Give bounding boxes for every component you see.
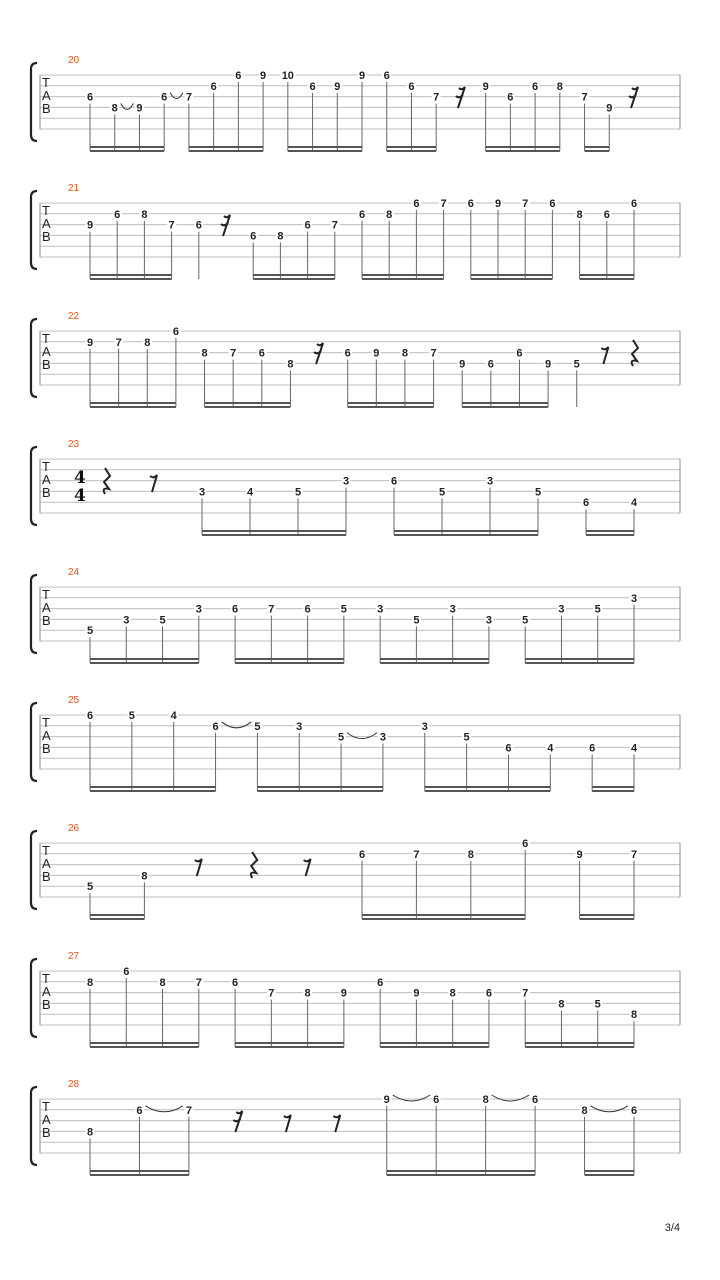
system-bracket bbox=[31, 1087, 37, 1165]
fret-number: 6 bbox=[433, 1094, 440, 1106]
fret-number: 7 bbox=[413, 848, 420, 861]
rest-symbol bbox=[233, 1111, 242, 1132]
fret-number: 9 bbox=[482, 80, 489, 93]
system-bracket bbox=[31, 831, 37, 909]
fret-number: 3 bbox=[342, 475, 350, 488]
fret-number: 6 bbox=[522, 838, 529, 850]
fret-number: 5 bbox=[340, 603, 347, 616]
fret-number: 8 bbox=[467, 848, 474, 861]
rest-symbol bbox=[601, 347, 608, 364]
fret-number: 6 bbox=[86, 710, 94, 722]
measure-number: 21 bbox=[68, 183, 80, 194]
tab-clef-letter-b: B bbox=[42, 741, 51, 756]
fret-number: 8 bbox=[277, 230, 284, 243]
fret-number: 7 bbox=[115, 336, 122, 349]
fret-number: 7 bbox=[430, 347, 437, 360]
tie-arc bbox=[145, 1106, 182, 1112]
fret-number: 6 bbox=[408, 80, 415, 93]
rest-symbol bbox=[333, 1115, 340, 1132]
fret-number: 5 bbox=[128, 710, 135, 722]
tab-clef-letter-b: B bbox=[42, 101, 51, 116]
rest-symbol bbox=[195, 859, 202, 876]
fret-number: 5 bbox=[573, 358, 580, 371]
fret-number: 6 bbox=[589, 742, 596, 755]
fret-number: 10 bbox=[281, 70, 294, 82]
fret-number: 6 bbox=[413, 198, 420, 210]
fret-number: 6 bbox=[390, 475, 398, 488]
fret-number: 6 bbox=[232, 976, 239, 989]
fret-number: 9 bbox=[86, 219, 94, 232]
rest-symbol bbox=[456, 87, 465, 108]
system-bracket bbox=[31, 319, 37, 397]
fret-number: 3 bbox=[630, 592, 638, 605]
measure-number: 20 bbox=[68, 55, 80, 66]
fret-number: 8 bbox=[159, 976, 166, 989]
fret-number: 6 bbox=[630, 198, 638, 210]
tie-arc bbox=[591, 1106, 628, 1112]
fret-number: 9 bbox=[494, 198, 502, 210]
tab-clef-letter-b: B bbox=[42, 869, 51, 884]
fret-number: 7 bbox=[268, 603, 275, 616]
fret-number: 7 bbox=[440, 198, 447, 210]
rest-symbol bbox=[221, 215, 230, 236]
fret-number: 8 bbox=[287, 358, 294, 371]
fret-number: 5 bbox=[438, 486, 446, 499]
fret-number: 6 bbox=[377, 976, 384, 989]
tab-clef-letter-b: B bbox=[42, 357, 51, 372]
fret-number: 7 bbox=[185, 1104, 192, 1117]
time-signature-bottom: 4 bbox=[74, 486, 86, 506]
fret-number: 8 bbox=[111, 102, 118, 115]
fret-number: 9 bbox=[459, 358, 466, 371]
tab-system-27 bbox=[31, 951, 680, 1047]
fret-number: 6 bbox=[344, 347, 351, 360]
tab-clef-letter-b: B bbox=[42, 1125, 51, 1140]
tab-clef-letter-t: T bbox=[42, 203, 50, 218]
fret-number: 3 bbox=[449, 603, 456, 616]
tab-clef-letter-a: A bbox=[42, 1112, 51, 1127]
fret-number: 6 bbox=[603, 208, 610, 221]
tab-clef-letter-b: B bbox=[42, 485, 51, 500]
fret-number: 6 bbox=[232, 603, 239, 616]
fret-number: 6 bbox=[383, 70, 390, 82]
fret-number: 7 bbox=[433, 91, 440, 104]
fret-number: 6 bbox=[212, 720, 219, 733]
fret-number: 9 bbox=[136, 102, 143, 115]
fret-number: 8 bbox=[386, 208, 393, 221]
fret-number: 3 bbox=[123, 614, 130, 627]
fret-number: 5 bbox=[159, 614, 166, 627]
fret-number: 9 bbox=[358, 70, 366, 82]
tie-arc bbox=[492, 1095, 529, 1101]
tab-clef-letter-a: A bbox=[42, 728, 51, 743]
tie-arc bbox=[121, 103, 134, 109]
fret-number: 5 bbox=[254, 720, 261, 733]
fret-number: 5 bbox=[463, 731, 470, 744]
tab-clef-letter-b: B bbox=[42, 229, 51, 244]
fret-number: 5 bbox=[86, 881, 94, 894]
system-bracket bbox=[31, 703, 37, 781]
fret-number: 9 bbox=[373, 347, 380, 360]
measure-number: 28 bbox=[68, 1079, 80, 1090]
fret-number: 7 bbox=[230, 347, 237, 360]
fret-number: 6 bbox=[487, 358, 494, 371]
tab-system-26 bbox=[31, 823, 680, 919]
fret-number: 8 bbox=[141, 870, 148, 883]
tab-system-22 bbox=[31, 311, 680, 407]
fret-number: 6 bbox=[195, 219, 202, 232]
fret-number: 4 bbox=[246, 486, 254, 499]
tab-clef-letter-t: T bbox=[42, 331, 50, 346]
measure-number: 25 bbox=[68, 695, 80, 706]
fret-number: 5 bbox=[413, 614, 420, 627]
fret-number: 6 bbox=[467, 198, 474, 210]
fret-number: 7 bbox=[168, 219, 175, 232]
fret-number: 6 bbox=[358, 208, 366, 221]
rest-symbol bbox=[629, 87, 638, 108]
system-bracket bbox=[31, 447, 37, 525]
fret-number: 8 bbox=[556, 80, 563, 93]
tab-system-20 bbox=[31, 55, 680, 151]
fret-number: 5 bbox=[86, 625, 94, 638]
fret-number: 8 bbox=[558, 998, 565, 1011]
fret-number: 6 bbox=[485, 987, 492, 1000]
fret-number: 6 bbox=[123, 966, 130, 978]
fret-number: 3 bbox=[296, 720, 303, 733]
measure-number: 23 bbox=[68, 439, 80, 450]
tab-clef-letter-a: A bbox=[42, 344, 51, 359]
tab-clef-letter-a: A bbox=[42, 88, 51, 103]
fret-number: 9 bbox=[334, 80, 341, 93]
fret-number: 5 bbox=[522, 614, 529, 627]
time-signature-top: 4 bbox=[74, 468, 86, 488]
page-number: 3/4 bbox=[664, 1222, 680, 1234]
tab-clef-letter-a: A bbox=[42, 984, 51, 999]
tab-clef-letter-a: A bbox=[42, 600, 51, 615]
fret-number: 9 bbox=[576, 848, 583, 861]
fret-number: 9 bbox=[545, 358, 552, 371]
tab-system-23 bbox=[31, 439, 680, 535]
tab-system-21 bbox=[31, 183, 680, 279]
fret-number: 6 bbox=[549, 198, 556, 210]
tie-arc bbox=[222, 722, 252, 728]
tab-clef-letter-t: T bbox=[42, 715, 50, 730]
tab-system-25 bbox=[31, 695, 680, 791]
fret-number: 9 bbox=[606, 102, 613, 115]
measure-number: 27 bbox=[68, 951, 80, 962]
fret-number: 7 bbox=[522, 987, 529, 1000]
fret-number: 6 bbox=[172, 326, 179, 338]
fret-number: 9 bbox=[86, 336, 94, 349]
fret-number: 6 bbox=[630, 1104, 638, 1117]
tie-arc bbox=[393, 1095, 430, 1101]
fret-number: 7 bbox=[268, 987, 275, 1000]
fret-number: 6 bbox=[582, 497, 590, 510]
tie-arc bbox=[347, 733, 377, 739]
fret-number: 8 bbox=[86, 976, 94, 989]
fret-number: 6 bbox=[358, 848, 366, 861]
fret-number: 6 bbox=[258, 347, 265, 360]
fret-number: 8 bbox=[630, 1009, 638, 1022]
fret-number: 5 bbox=[594, 603, 601, 616]
fret-number: 8 bbox=[201, 347, 208, 360]
fret-number: 6 bbox=[532, 1094, 539, 1106]
fret-number: 8 bbox=[449, 987, 456, 1000]
fret-number: 5 bbox=[534, 486, 542, 499]
system-bracket bbox=[31, 959, 37, 1037]
fret-number: 5 bbox=[338, 731, 345, 744]
fret-number: 4 bbox=[170, 710, 177, 722]
fret-number: 3 bbox=[486, 475, 494, 488]
fret-number: 4 bbox=[547, 742, 554, 755]
tab-clef-letter-b: B bbox=[42, 613, 51, 628]
fret-number: 9 bbox=[340, 987, 347, 1000]
tab-clef-letter-t: T bbox=[42, 1099, 50, 1114]
measure-number: 22 bbox=[68, 311, 80, 322]
measure-number: 26 bbox=[68, 823, 80, 834]
fret-number: 7 bbox=[581, 91, 588, 104]
fret-number: 6 bbox=[161, 91, 168, 104]
system-bracket bbox=[31, 191, 37, 269]
fret-number: 8 bbox=[304, 987, 311, 1000]
fret-number: 3 bbox=[379, 731, 386, 744]
fret-number: 5 bbox=[594, 998, 601, 1011]
fret-number: 6 bbox=[309, 80, 316, 93]
fret-number: 6 bbox=[114, 208, 121, 221]
fret-number: 8 bbox=[576, 208, 583, 221]
rest-symbol bbox=[314, 343, 323, 364]
fret-number: 8 bbox=[581, 1104, 588, 1117]
fret-number: 4 bbox=[630, 742, 638, 755]
rest-symbol bbox=[304, 859, 311, 876]
fret-number: 8 bbox=[141, 208, 148, 221]
fret-number: 8 bbox=[86, 1126, 94, 1139]
fret-number: 4 bbox=[630, 497, 638, 510]
tab-clef-letter-a: A bbox=[42, 856, 51, 871]
fret-number: 6 bbox=[532, 80, 539, 93]
fret-number: 8 bbox=[401, 347, 409, 360]
tab-clef-letter-t: T bbox=[42, 459, 50, 474]
fret-number: 6 bbox=[136, 1104, 143, 1117]
tab-clef-letter-t: T bbox=[42, 75, 50, 90]
fret-number: 9 bbox=[260, 70, 267, 82]
fret-number: 6 bbox=[505, 742, 512, 755]
fret-number: 7 bbox=[522, 198, 529, 210]
fret-number: 6 bbox=[250, 230, 257, 243]
fret-number: 6 bbox=[235, 70, 242, 82]
fret-number: 9 bbox=[383, 1094, 390, 1106]
rest-symbol bbox=[284, 1115, 291, 1132]
fret-number: 6 bbox=[516, 347, 523, 360]
tab-clef-letter-t: T bbox=[42, 587, 50, 602]
fret-number: 8 bbox=[144, 336, 151, 349]
tab-clef-letter-b: B bbox=[42, 997, 51, 1012]
tab-clef-letter-t: T bbox=[42, 971, 50, 986]
tab-system-28 bbox=[31, 1079, 680, 1175]
tie-arc bbox=[170, 93, 183, 99]
fret-number: 6 bbox=[304, 219, 311, 232]
fret-number: 3 bbox=[377, 603, 384, 616]
fret-number: 3 bbox=[198, 486, 206, 499]
fret-number: 6 bbox=[210, 80, 217, 93]
fret-number: 7 bbox=[195, 976, 202, 989]
fret-number: 3 bbox=[421, 720, 428, 733]
measure-number: 24 bbox=[68, 567, 80, 578]
fret-number: 6 bbox=[304, 603, 311, 616]
fret-number: 9 bbox=[413, 987, 420, 1000]
fret-number: 7 bbox=[630, 848, 638, 861]
fret-number: 7 bbox=[185, 91, 192, 104]
fret-number: 6 bbox=[507, 91, 514, 104]
system-bracket bbox=[31, 575, 37, 653]
tab-clef-letter-t: T bbox=[42, 843, 50, 858]
fret-number: 5 bbox=[294, 486, 302, 499]
tab-clef-letter-a: A bbox=[42, 472, 51, 487]
rest-symbol bbox=[150, 475, 157, 492]
fret-number: 3 bbox=[195, 603, 202, 616]
fret-number: 7 bbox=[331, 219, 338, 232]
fret-number: 8 bbox=[482, 1094, 489, 1106]
fret-number: 6 bbox=[86, 91, 94, 104]
tab-system-24 bbox=[31, 567, 680, 663]
fret-number: 3 bbox=[558, 603, 565, 616]
tab-clef-letter-a: A bbox=[42, 216, 51, 231]
system-bracket bbox=[31, 63, 37, 141]
fret-number: 3 bbox=[485, 614, 492, 627]
